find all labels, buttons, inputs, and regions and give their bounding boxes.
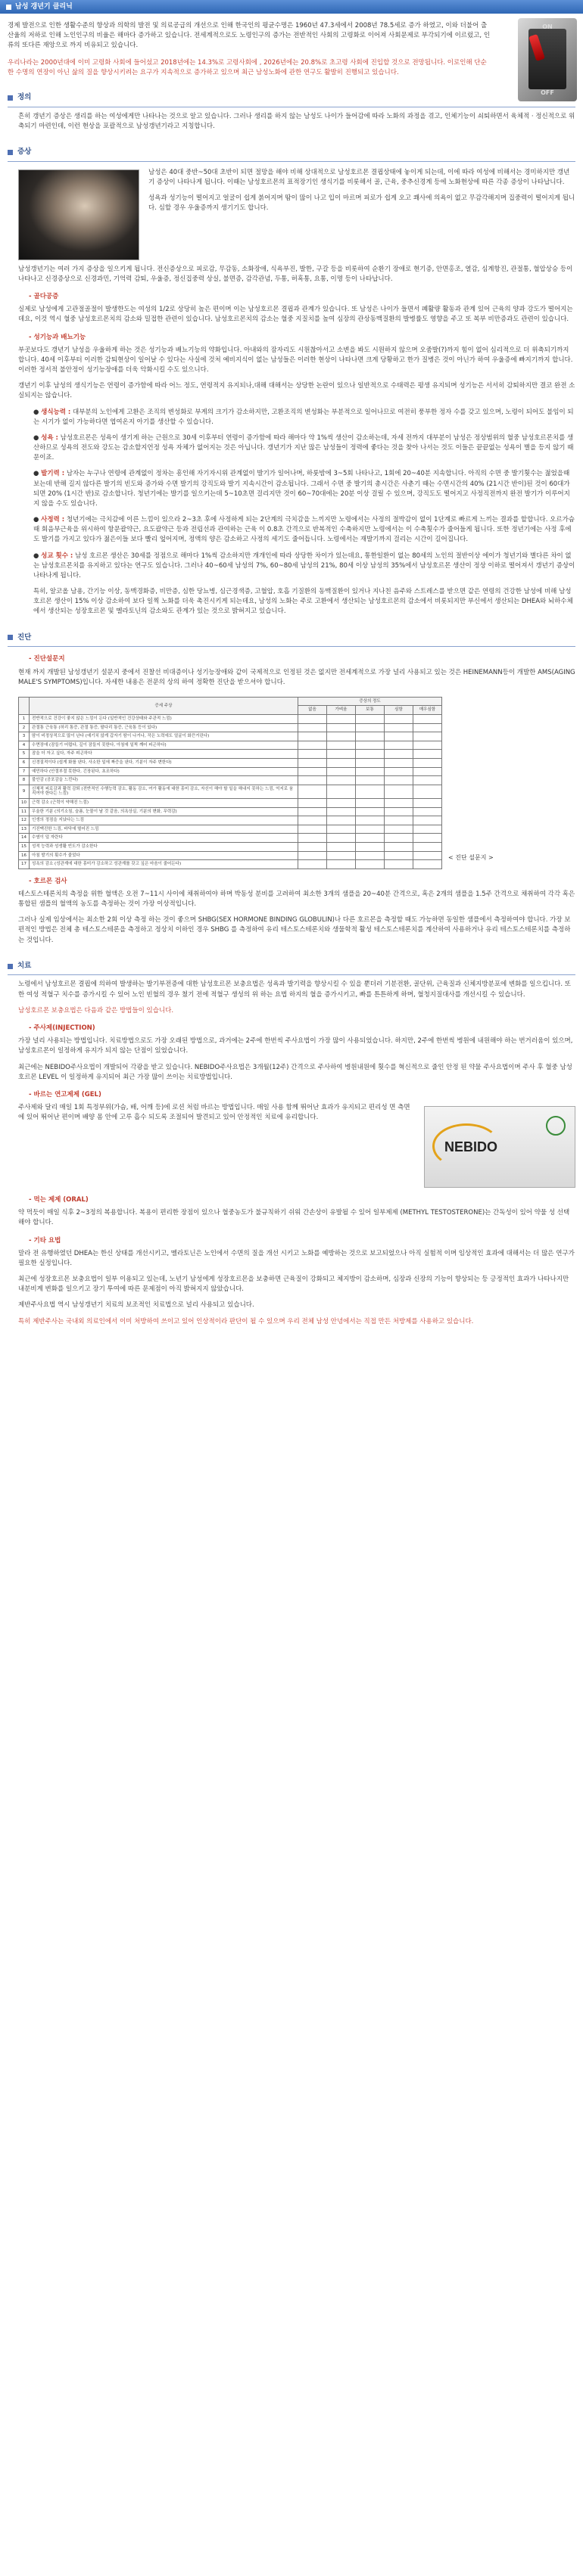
etc-paragraph-2: 최근에 성장호르몬 보충요법이 일부 이용되고 있는데, 노년기 남성에게 성장호르몬을 보충하면 근육질이 강화되고 체지방이 감소하며, 심장과 신장의 기능이 향상되는 등 긍정적인 효과가 나타나지만 내분비계 변화를 일으키고 장기 투여에 따른 문제점이 아직 밝혀지지 않았습니다. (18, 1276, 569, 1294)
score-cell[interactable] (385, 759, 413, 768)
score-cell[interactable] (356, 851, 385, 860)
score-cell[interactable] (385, 798, 413, 807)
score-cell[interactable] (298, 842, 327, 851)
symptom-cell: 땀이 비정상적으로 많이 난다 (예기치 않게 갑자기 땀이 나거나, 작은 노력에도 얼굴이 화끈거린다) (30, 732, 298, 741)
score-cell[interactable] (413, 732, 442, 741)
score-cell[interactable] (298, 798, 327, 807)
score-cell[interactable] (327, 785, 356, 798)
row-number: 7 (19, 767, 30, 776)
table-col-header: 보통 (356, 706, 385, 715)
score-cell[interactable] (327, 842, 356, 851)
square-bullet-icon (8, 964, 13, 969)
ams-survey-table (18, 697, 442, 869)
score-cell[interactable] (413, 723, 442, 732)
survey-text: 현재 까지 개발된 남성갱년기 설문지 중에서 진찰선 비대증이나 성기능장애와 같이 국제적으로 인정된 것은 없지만 전세계적으로 가장 널리 사용되고 있는 것은 HEINEMANN등이 개발한 AMS(AGING MALE'S SYMPTOMS)입니다. 자세한 내용은 전문의 상의 하여 정확한 진단을 받으셔야 합니다. (18, 668, 575, 686)
score-cell[interactable] (413, 825, 442, 834)
symptoms-body (0, 166, 583, 284)
divider (8, 646, 575, 647)
intro-paragraph-1: 경제 발전으로 인한 생활수준의 향상과 의학의 발전 및 의료공급의 개선으로 인해 한국인의 평균수명은 1960년 47.3세에서 2008년 78.5세로 증가 하였고, 이와 더불어 출산율의 저하로 인해 노인인구의 비율은 해마다 증가하고 있습니다. 전세계적으로도 노령인구의 증가는 전반적인 사회의 고령화로 이어져 사회문제로 부각되기에 이르렀고, 인류의 또다른 재앙으로 까지 비유되고 있습니다. (8, 22, 491, 50)
score-cell[interactable] (413, 807, 442, 816)
symptom-cell: 신경질적이다 (쉽게 화를 낸다, 사소한 일에 짜증을 낸다, 기분이 자주 변한다) (30, 759, 298, 768)
score-cell[interactable] (327, 750, 356, 759)
symptoms-paragraph-3: 남성갱년기는 여러 가지 증상을 일으키게 됩니다. 전신증상으로 피로감, 무감동, 소화장애, 식욕부진, 발한, 구갈 등을 비롯하여 순환기 장애로 현기증, 안면홍조, 열감, 심계항진, 관절통, 혈압상승 등이 나타나고 신경증상으로 신경과민, 기억력 감퇴, 우울증, 정신집중력 상실, 불면증, 감각관념, 두통, 허혹통, 요통, 이명 등이 나타납니다. (18, 265, 573, 283)
score-cell[interactable] (298, 776, 327, 785)
score-cell[interactable] (327, 860, 356, 869)
score-cell[interactable] (298, 785, 327, 798)
row-number: 17 (19, 860, 30, 869)
row-number: 8 (19, 776, 30, 785)
score-cell[interactable] (413, 767, 442, 776)
etc-paragraph-3: 제반주사요법 역시 남성갱년기 치료의 보조적인 치료법으로 널리 사용되고 있습니다. (18, 1301, 254, 1310)
table-row (19, 825, 442, 834)
table-row (19, 759, 442, 768)
symptom-cell: 수면장애 (잠들기 어렵다, 깊이 잠들지 못한다, 아침에 일찍 깨어 피곤하다) (30, 741, 298, 750)
score-cell[interactable] (413, 860, 442, 869)
score-cell[interactable] (327, 851, 356, 860)
section-title-text: 정의 (17, 92, 32, 101)
gel-section (0, 1103, 583, 1188)
score-cell[interactable] (327, 759, 356, 768)
score-cell[interactable] (327, 807, 356, 816)
score-cell[interactable] (385, 715, 413, 724)
row-number: 3 (19, 732, 30, 741)
symptom-cell: 불안감 (공포감을 느낀다) (30, 776, 298, 785)
score-cell[interactable] (298, 723, 327, 732)
intro-section (0, 14, 583, 96)
row-number: 2 (19, 723, 30, 732)
etc-paragraph-1: 말라 전 유행하였던 DHEA는 한신 상태를 개선시키고, 멜라토닌은 노인에서 수면의 질을 개선 시키고 노화를 예방하는 것으로 보고되었으나 아직 실험적 이며 임상적인 효과에 대해서는 더 많은 연구가 필요한 실정입니다. (18, 1249, 575, 1267)
score-cell[interactable] (298, 834, 327, 843)
row-number: 6 (19, 759, 30, 768)
sexual-function-paragraph-2: 갱년기 이후 남성의 생식기능은 연령이 증가함에 따라 어느 정도, 연령적지 유지되나,대해 대해서는 상당한 논란이 있으나 일반적으로 수태력은 평생 유지되며 성기능은 서서히 감퇴하지만 결코 완전 소실되지는 않습니다. (18, 382, 575, 400)
score-cell[interactable] (356, 825, 385, 834)
score-cell[interactable] (356, 834, 385, 843)
bullet-fertility: ● 생식능력 : 대부분의 노인에게 고환은 조직의 변성화로 부게의 크기가 감소하지만, 고환조직의 변성화는 부분적으로 일어나므로 여전히 풍부한 정자 수를 갖고 있으며, 노령이 되어도 불임이 되는 시기가 없이 가능하다면 엽여온지 아기를 생산할 수 있습니다. (33, 408, 574, 426)
score-cell[interactable] (298, 741, 327, 750)
score-cell[interactable] (385, 816, 413, 825)
section-title-treatment (0, 956, 583, 974)
score-cell[interactable] (356, 723, 385, 732)
section-title-diagnosis (0, 628, 583, 645)
score-cell[interactable] (413, 759, 442, 768)
section-title-text: 진단 (17, 632, 32, 642)
score-cell[interactable] (298, 759, 327, 768)
table-row (19, 851, 442, 860)
row-number: 12 (19, 816, 30, 825)
table-row (19, 798, 442, 807)
score-cell[interactable] (356, 816, 385, 825)
on-off-switch-image (518, 18, 577, 101)
bullet-frequency: ● 성교 횟수 : 남성 호르몬 생산은 30세를 정점으로 해마다 1%씩 감소하지만 개개인에 따라 상당한 차이가 있는데요, 통한일환이 없는 80세의 노인의 절반이상 에이가 청년기와 별다른 차이 없는 남성호르몬치를 유지하고 있다는 연구도 있습니다. 그러나 40~60세 남성의 7%, 60~80세 남성의 21%, 80세 이상 남성의 35%에서 남성호르몬 생산이 정상 이하로 떨어져서 갱년기 증상이 나타나게 됩니다. (33, 552, 575, 580)
score-cell[interactable] (298, 715, 327, 724)
row-number: 4 (19, 741, 30, 750)
treatment-body (0, 980, 583, 1100)
subheading-survey: - 진단설문지 (29, 655, 65, 663)
symptom-cell: 수염이 덜 자란다 (30, 834, 298, 843)
table-head-symptom: 증세 주상 (30, 697, 298, 714)
row-number: 1 (19, 715, 30, 724)
score-cell[interactable] (385, 825, 413, 834)
row-number: 5 (19, 750, 30, 759)
table-head-no (19, 697, 30, 714)
survey-table-area (0, 694, 583, 869)
treatment-intro: 노령에서 남성호르몬 결핍에 의하여 발생하는 발기부전증에 대한 남성호르몬 보충요법은 성욕과 발기력을 향상시킬 수 있을 뿐더러 기분전환, 골단위, 근육질과 신체지방분포에 변화를 일으킵니다. 또한 여성 적혈구 치수를 증가시킬 수 있어 노인 빈혈의 경우 쳤기 전에 적혈구 생성의 위 하는 요법 하지의 혈을 증가시키고, 빠를 튼튼하게 하며, 혈청지질대사를 개선시킬 수 있습니다. (18, 980, 571, 999)
score-cell[interactable] (356, 776, 385, 785)
definition-body (0, 112, 583, 132)
closing-text: 특히 제반주사는 국내외 의료인에서 이미 처방하여 쓰이고 있어 인상적이라 판단이 될 수 있으며 우리 전체 남성 안녕에서는 직접 만든 처방제를 사용하고 있습니다. (18, 1317, 474, 1325)
symptoms-paragraph-2: 성욕과 성기능이 떨어지고 얼굴이 쉽게 붉어지며 땀이 많이 나고 입이 마르며 피로가 쉽게 오고 쾌사에 의욕이 없고 무감각해지며 집중력이 떨어지게 됩니다. 심할 경우 우울증까지 생기기도 합니다. (148, 194, 575, 213)
subheading-hormone: - 호르몬 검사 (29, 877, 67, 885)
injection-paragraph-1: 가장 널리 사용되는 방법입니다. 치료방법으로도 가장 오래된 방법으로, 과거에는 2주에 한번씩 주사요법이 가장 많이 사용되었습니다. 하지만, 2주에 한번씩 병원에 내원해야 하는 번거러움이 있으며, 남성호르몬이 일정하게 유지가 되지 않는 단점이 있었습니다. (18, 1037, 573, 1055)
table-col-header: 매우심함 (413, 706, 442, 715)
symptom-cell: 근력 감소 (근력이 약해진 느낌) (30, 798, 298, 807)
table-col-header: 심함 (385, 706, 413, 715)
score-cell[interactable] (327, 798, 356, 807)
symptom-cell: 기진맥진한 느낌, 바닥에 떨어진 느낌 (30, 825, 298, 834)
row-number: 15 (19, 842, 30, 851)
table-row (19, 750, 442, 759)
score-cell[interactable] (327, 732, 356, 741)
subheading-oral: - 먹는 제제 (ORAL) (29, 1196, 89, 1204)
table-row (19, 834, 442, 843)
table-row (19, 767, 442, 776)
score-cell[interactable] (385, 732, 413, 741)
table-row (19, 776, 442, 785)
gel-text: 주사제와 달리 매일 1회 특정부위(가슴, 배, 어깨 등)에 로션 처럼 바르는 방법입니다. 매일 사용 함께 뛰어난 효과가 유지되고 편리성 면 측면에 있어 뛰어난 편이며 배양 몸 안에 고루 흡수 되도록 조절되어 발견되고 있어 안정적인 치료에 유리합니다. (18, 1104, 410, 1122)
score-cell[interactable] (385, 851, 413, 860)
section-title-symptoms (0, 142, 583, 160)
score-cell[interactable] (385, 741, 413, 750)
table-row (19, 860, 442, 869)
table-caption: < 진단 설문지 > (448, 854, 494, 862)
score-cell[interactable] (327, 834, 356, 843)
subheading-injection: - 주사제(INJECTION) (29, 1024, 95, 1032)
osteoporosis-text: 실제로 남성에게 고관절골절이 발생한도는 여성의 1/2로 상당히 높은 편이며 이는 남성호르몬 결핍과 관계가 있습니다. 또 남성은 나이가 들면서 폐활량 활동과 관계 있어 근육의 양과 강도가 떨어지는데요, 이것 역시 혈중 남성호르몬치의 감소와 밀접한 관련이 있습니다. 남성호르몬치의 감소는 혈중 지질치를 높여 심장의 관상동맥질환의 발병률도 영향을 주고 또 복부 비만증과도 관련이 있습니다. (18, 306, 573, 324)
score-cell[interactable] (385, 785, 413, 798)
treatment-body-2 (0, 1195, 583, 1327)
table-row (19, 715, 442, 724)
score-cell[interactable] (327, 816, 356, 825)
symptom-cell: 아침 발기의 횟수가 줄었다 (30, 851, 298, 860)
score-cell[interactable] (413, 816, 442, 825)
subheading-etc: - 기타 요법 (29, 1236, 61, 1244)
nebido-product-image (424, 1106, 575, 1188)
score-cell[interactable] (413, 798, 442, 807)
row-number: 11 (19, 807, 30, 816)
score-cell[interactable] (327, 767, 356, 776)
bullet-ejaculation: ● 사정력 : 청년기에는 극치감에 이른 느낌이 있으라 2~3초 후에 사정하게 되는 2단계의 극치감을 느끼지만 노령에서는 사정의 절박감이 없이 1단계로 빠르게 느끼는 결과를 할합니다. 오르가슴 때 회음부근육을 위시하여 항문괄약근, 요도괄약근 등과 전립선과 관여하는 근육 이 0.8초 간격으로 반복적인 수축하지만 노령에서는 이 수축횟수가 줄어들게 됩니다. 또한 정년기에는 사정 후에도 발기를 가지고 있다가 젊은이들 보다 빨리 엎어지며, 정액의 양은 감소하고 사정의 세기도 줄어듭니다. 노령에서는 재발기까지 걸리는 시간이 길어집니다. (33, 516, 575, 544)
score-cell[interactable] (413, 842, 442, 851)
score-cell[interactable] (356, 715, 385, 724)
score-cell[interactable] (298, 767, 327, 776)
divider (8, 161, 575, 162)
table-head-group: 증상의 정도 (298, 697, 442, 706)
header-bar (0, 0, 583, 14)
bullet-label: 성욕 : (41, 433, 58, 442)
section-title-text: 증상 (17, 147, 32, 156)
subheading-gel: - 바르는 연고제제 (GEL) (29, 1090, 101, 1098)
hormone-paragraph-2: 그러나 실제 임상에서는 최소한 2회 이상 측정 하는 것이 좋으며 SHBG(SEX HORMONE BINDING GLOBULIN)나 다른 호르몬을 측정할 때도 가능하면 동일한 샘플에서 측정하여야 합니다. 가장 보편적인 방법은 전체 총 테스토스테론을 측정하고 정상치 이하인 경우 SHBG 를 측정하여 유리 테스토스테론치와 생물학적 활성 테스토스테론치를 계산하여 사용하거나 유리 테스토스테론치를 측정하는 것입니다. (18, 916, 571, 944)
score-cell[interactable] (327, 741, 356, 750)
row-number: 14 (19, 834, 30, 843)
table-row (19, 807, 442, 816)
score-cell[interactable] (413, 776, 442, 785)
score-cell[interactable] (356, 732, 385, 741)
table-row (19, 842, 442, 851)
table-row (19, 741, 442, 750)
bullet-text: 남자는 누구나 연령에 관계없이 정차는 흥인해 자기자시위 관계없이 발기가 일어나며, 하룻밤에 3~5회 나타나고, 1회에 20~40분 지속합니다. 아직의 수면 중 발기횟수는 젊었을때 보는데 반해 길지 않다른 발기의 빈도와 증가와 수면 발기의 강직도와 발기 지속시간이 감소됩니다. 그래서 수면 중 발기의 총시간은 사춘기 때는 수면시간의 40% (21시간 반이)된 것이 60대가 되면 20% (1시간 반)로 감소합니다. 청년기에는 발기를 일으키는데 5~10초면 걸리지만 것이 60~70대에는 20분 이상 걸릴 수 있으며, 강직도도 떨어지고 사정직전까지 완전 발기가 이루어지지 않을 수도 있습니다. (33, 470, 570, 508)
square-bullet-icon (8, 150, 13, 155)
bullet-libido: ● 성욕 : 남성호르몬은 성욕이 생기게 하는 근원으로 30세 이후부터 연령이 증가함에 따라 해마다 약 1%씩 생산이 감소하는데, 자세 전까지 대부분이 남성은 정상범위의 혈중 남성호르몬치를 생산하므로 성욕의 전도와 강도는 감소할지언정 성욕 자체가 없어지는 것은 아닙니다. 갱년기가 지난 많은 남성들이 정력에 좋다는 것을 찾아 나서는 것도 이들은 끝끝없는 성욕이 별을 등지 않기 때문이죠. (33, 433, 574, 462)
oral-text: 약 먹듯이 매일 식후 2~3정의 복용합니다. 복용이 편리한 장점이 있으나 혈중농도가 불규칙하기 쉬워 간손상이 유발될 수 있어 일부제제 (METHYL TESTOSTERONE)는 간독성이 있어 약물 성 선택해야 합니다. (18, 1209, 570, 1227)
score-cell[interactable] (413, 750, 442, 759)
score-cell[interactable] (327, 776, 356, 785)
definition-text: 흔히 갱년기 증상은 생리를 하는 여성에게만 나타나는 것으로 알고 있습니다. 그러나 생리를 하지 않는 남성도 나이가 들어감에 따라 노화의 과정을 겪고, 인체기능이 쇠퇴하면서 육체적 · 정신적으로 위축되기 마련인데, 이런 현상을 포괄적으로 남성갱년기라고 지칭합니다. (18, 112, 575, 130)
score-cell[interactable] (413, 741, 442, 750)
bullet-label: 발기력 : (41, 470, 65, 478)
symptom-cell: 신체적 피로감과 활력 감퇴 (전반적인 수행능력 감소, 활동 감소, 여가 활동에 대한 흥미 감소, 자신이 해야 할 일을 해내지 못하는 느낌, 억지로 움직여야 한다는 느낌) (30, 785, 298, 798)
table-row (19, 816, 442, 825)
switch-off-label: OFF (541, 89, 554, 96)
bullet-text: 남성 호르몬 생산은 30세를 정점으로 해마다 1%씩 감소하지만 개개인에 따라 상당한 차이가 있는데요, 통한일환이 없는 80세의 노인의 절반이상 에이가 청년기와 별다른 차이 없는 남성호르몬치를 유지하고 있다는 연구도 있습니다. 그러나 40~60세 남성의 7%, 60~80세 남성의 21%, 80세 이상 남성의 35%에서 남성호르몬 생산이 정상 이하로 떨어져서 갱년기 증상이 나타나게 됩니다. (33, 552, 575, 580)
square-bullet-icon (8, 635, 13, 640)
subheading-osteoporosis: - 골다공증 (29, 292, 59, 300)
row-number: 16 (19, 851, 30, 860)
score-cell[interactable] (356, 860, 385, 869)
score-cell[interactable] (327, 715, 356, 724)
table-col-header: 없음 (298, 706, 327, 715)
score-cell[interactable] (413, 834, 442, 843)
symptoms-detail (0, 292, 583, 617)
score-cell[interactable] (356, 741, 385, 750)
score-cell[interactable] (385, 834, 413, 843)
score-cell[interactable] (356, 750, 385, 759)
hormone-paragraph-1: 테스토스테론치의 측정을 위한 혈액은 오전 7~11시 사이에 채취하여야 하며 박동성 분비를 고려하여 최소한 3개의 샘플을 20~40분 간격으로, 혹은 2개의 샘플을 1.5주 간격으로 채취하여 각각 혹은 통합된 샘플의 혈액의 농도를 측정하는 것이 가장 이상적입니다. (18, 890, 575, 909)
bullet-label: 성교 횟수 : (41, 552, 73, 560)
score-cell[interactable] (385, 750, 413, 759)
hormone-body (0, 877, 583, 946)
frequency-paragraph-2: 특히, 알코올 남용, 간기능 이상, 동맥경화증, 비만증, 심한 당뇨병, 심근경색증, 고혈압, 호흡 기질환의 동맥질환이 있거나 지나친 음주와 스트레스를 받으면 같은 연령의 건강한 남성에 비해 남성호르몬 생산이 15% 이상 감소하여 보다 일찍 노화를 더욱 촉진시키게 되는데요, 남성의 노화는 주로 고환에서 생산되는 남성호르몬의 감소에서 비롯되지만 부신에서 생산되는 DHEA와 뇌하수체에서 생산되는 성장호르몬 및 멜라토닌의 감소와도 관계가 있는 것으로 밝혀지고 있습니다. (33, 588, 573, 616)
score-cell[interactable] (327, 825, 356, 834)
square-bullet-icon (6, 5, 11, 10)
score-cell[interactable] (298, 851, 327, 860)
nebido-brand-label: NEBIDO (444, 1139, 498, 1155)
table-row (19, 723, 442, 732)
diagnosis-body (0, 654, 583, 688)
score-cell[interactable] (298, 860, 327, 869)
symptom-cell: 잠을 더 자고 싶다, 자주 피곤하다 (30, 750, 298, 759)
table-body (19, 715, 442, 869)
score-cell[interactable] (385, 842, 413, 851)
score-cell[interactable] (413, 715, 442, 724)
sexual-function-paragraph-1: 부곳보다도 갱년기 남성을 우울하게 하는 것은 성기능과 배뇨기능의 약화입니다. 아내와의 잠자리도 시원찮아서고 소변을 봐도 시원하지 않으며 오줌발(?)까지 힘이 없어 심리적으로 더 위축되기까지 합니다. 40세 이후부터 이러한 감퇴현상이 일어날 수 있다는 사실에 것처 예비지식이 없는 남성들은 이러한 현상이 나타나면 크게 당황하고 한가 질병은 것이 아닌가 하여 우울증에 빠지기까지 합니다. 이러한 정서적 불안정이 성기능장애를 더욱 악화시킬 수도 있으니다. (18, 346, 573, 374)
table-row (19, 785, 442, 798)
row-number: 13 (19, 825, 30, 834)
score-cell[interactable] (356, 807, 385, 816)
score-cell[interactable] (298, 750, 327, 759)
row-number: 10 (19, 798, 30, 807)
score-cell[interactable] (356, 759, 385, 768)
score-cell[interactable] (298, 732, 327, 741)
row-number: 9 (19, 785, 30, 798)
score-cell[interactable] (385, 723, 413, 732)
symptom-cell: 성욕의 감소 (성관계에 대한 흥미가 감소하고 성관계를 갖고 싶은 마음이 줄어든다) (30, 860, 298, 869)
score-cell[interactable] (298, 807, 327, 816)
symptom-cell: 전반적으로 건강이 좋지 않은 느낌이 든다 (일반적인 건강상태와 주관적 느낌) (30, 715, 298, 724)
score-cell[interactable] (298, 825, 327, 834)
score-cell[interactable] (356, 842, 385, 851)
section-title-definition (0, 88, 583, 105)
score-cell[interactable] (385, 776, 413, 785)
symptom-cell: 관절통 근육통 (허리 통증, 관절 통증, 팔다리 통증, 근육통 등이 있다) (30, 723, 298, 732)
intro-paragraph-2: 우리나라는 2000년대에 이미 고령화 사회에 들어섰고 2018년에는 14.3%로 고령사회에 , 2026년에는 20.8%로 초고령 사회에 진입할 것으로 전망됩니다. 이로인해 단순한 수명의 연장이 아닌 삶의 질을 향상시키려는 요구가 지속적으로 증가하고 있으며 최근 남성노화에 관한 연구도 활발히 진행되고 있습니다. (8, 58, 487, 76)
bullet-label: 생식능력 : (41, 408, 71, 416)
symptom-cell: 인생의 정점을 지났다는 느낌 (30, 816, 298, 825)
switch-on-label: ON (542, 23, 553, 30)
score-cell[interactable] (356, 785, 385, 798)
stressed-man-photo (18, 169, 139, 260)
score-cell[interactable] (385, 860, 413, 869)
section-title-text: 치료 (17, 961, 32, 970)
symptom-cell: 예민하다 (안절부절 못한다, 긴장된다, 초조하다) (30, 767, 298, 776)
symptom-cell: 성적 능력과 성생활 빈도가 감소한다 (30, 842, 298, 851)
score-cell[interactable] (385, 807, 413, 816)
score-cell[interactable] (385, 767, 413, 776)
score-cell[interactable] (413, 851, 442, 860)
bullet-text: 청년기에는 극치감에 이른 느낌이 있으라 2~3초 후에 사정하게 되는 2단계의 극치감을 느끼지만 노령에서는 사정의 절박감이 없이 1단계로 빠르게 느끼는 결과를 할합니다. 오르가슴 때 회음부근육을 위시하여 항문괄약근, 요도괄약근 등과 전립선과 관여하는 근육 이 0.8초 간격으로 반복적인 수축하지만 노령에서는 이 수축횟수가 줄어들게 됩니다. 또한 정년기에는 사정 후에도 발기를 가지고 있다가 젊은이들 보다 빨리 엎어지며, 정액의 양은 감소하고 사정의 세기도 줄어듭니다. 노령에서는 재발기까지 걸리는 시간이 길어집니다. (33, 516, 575, 544)
symptom-cell: 우울한 기분 (의기소침, 슬픔, 눈물이 날 것 같음, 의욕상실, 기분의 변화, 무력감) (30, 807, 298, 816)
table-row (19, 732, 442, 741)
subheading-sexual-function: - 성기능과 배뇨기능 (29, 333, 86, 341)
score-cell[interactable] (356, 798, 385, 807)
score-cell[interactable] (413, 785, 442, 798)
page-title: 남성 갱년기 클리닉 (15, 3, 73, 11)
score-cell[interactable] (356, 767, 385, 776)
bullet-label: 사정력 : (41, 516, 65, 524)
gel-text-wrap (18, 1103, 413, 1188)
injection-paragraph-2: 최근에는 NEBIDO주사요법이 개발되어 각광을 받고 있습니다. NEBIDO주사요법은 3개월(12주) 간격으로 주사하여 병원내원에 횟수를 혁신적으로 줄인 안정 된 약물 주사요법이며 주사 후 혈중 남성호르몬 LEVEL 이 일정하게 유지되어 최근 가장 많이 쓰이는 치료방법입니다. (18, 1063, 572, 1081)
square-bullet-icon (8, 95, 13, 101)
score-cell[interactable] (298, 816, 327, 825)
bullet-text: 남성호르몬은 성욕이 생기게 하는 근원으로 30세 이후부터 연령이 증가함에 따라 해마다 약 1%씩 생산이 감소하는데, 자세 전까지 대부분이 남성은 정상범위의 혈중 남성호르몬치를 생산하므로 성욕의 전도와 강도는 감소할지언정 성욕 자체가 없어지는 것은 아닙니다. 갱년기가 지난 많은 남성들이 정력에 좋다는 것을 찾아 나서는 것도 이들은 끝끝없는 성욕이 별을 등지 않기 때문이죠. (33, 433, 574, 462)
bullet-erection: ● 발기력 : 남자는 누구나 연령에 관계없이 정차는 흥인해 자기자시위 관계없이 발기가 일어나며, 하룻밤에 3~5회 나타나고, 1회에 20~40분 지속합니다. 아직의 수면 중 발기횟수는 젊었을때 보는데 반해 길지 않다른 발기의 빈도와 증가와 수면 발기의 강직도와 발기 지속시간이 감소됩니다. 그래서 수면 중 발기의 총시간은 사춘기 때는 수면시간의 40% (21시간 반이)된 것이 60대가 되면 20% (1시간 반)로 감소합니다. 청년기에는 발기를 일으키는데 5~10초면 걸리지만 것이 60~70대에는 20분 이상 걸릴 수 있으며, 강직도도 떨어지고 사정직전까지 완전 발기가 이루어지지 않을 수도 있습니다. (33, 470, 570, 508)
score-cell[interactable] (327, 723, 356, 732)
divider (8, 974, 575, 975)
bayer-logo-icon (546, 1116, 566, 1136)
bullet-text: 대부분의 노인에게 고환은 조직의 변성화로 부게의 크기가 감소하지만, 고환조직의 변성화는 부분적으로 일어나므로 여전히 풍부한 정자 수를 갖고 있으며, 노령이 되어도 불임이 되는 시기가 없이 가능하다면 엽여온지 아기를 생산할 수 있습니다. (33, 408, 574, 426)
table-col-header: 가벼움 (327, 706, 356, 715)
symptoms-paragraph-1: 남성은 40대 중반~50대 초반이 되면 절망을 해야 비해 상대적으로 남성호르몬 결핍상태에 놓이게 되는데, 이에 따라 여성에 비해서는 경미하지만 갱년기 증상이 나타나게 됩니다. 이때는 남성호르몬의 표적장기인 생식기를 비롯해서 골, 근육, 중추신경계 등에 노화현상에 따른 각종 증상이 나타납니다. (148, 168, 570, 186)
treatment-methods-line: 남성호르몬 보충요법은 다음과 같은 방법들이 있습니다. (18, 1006, 174, 1015)
